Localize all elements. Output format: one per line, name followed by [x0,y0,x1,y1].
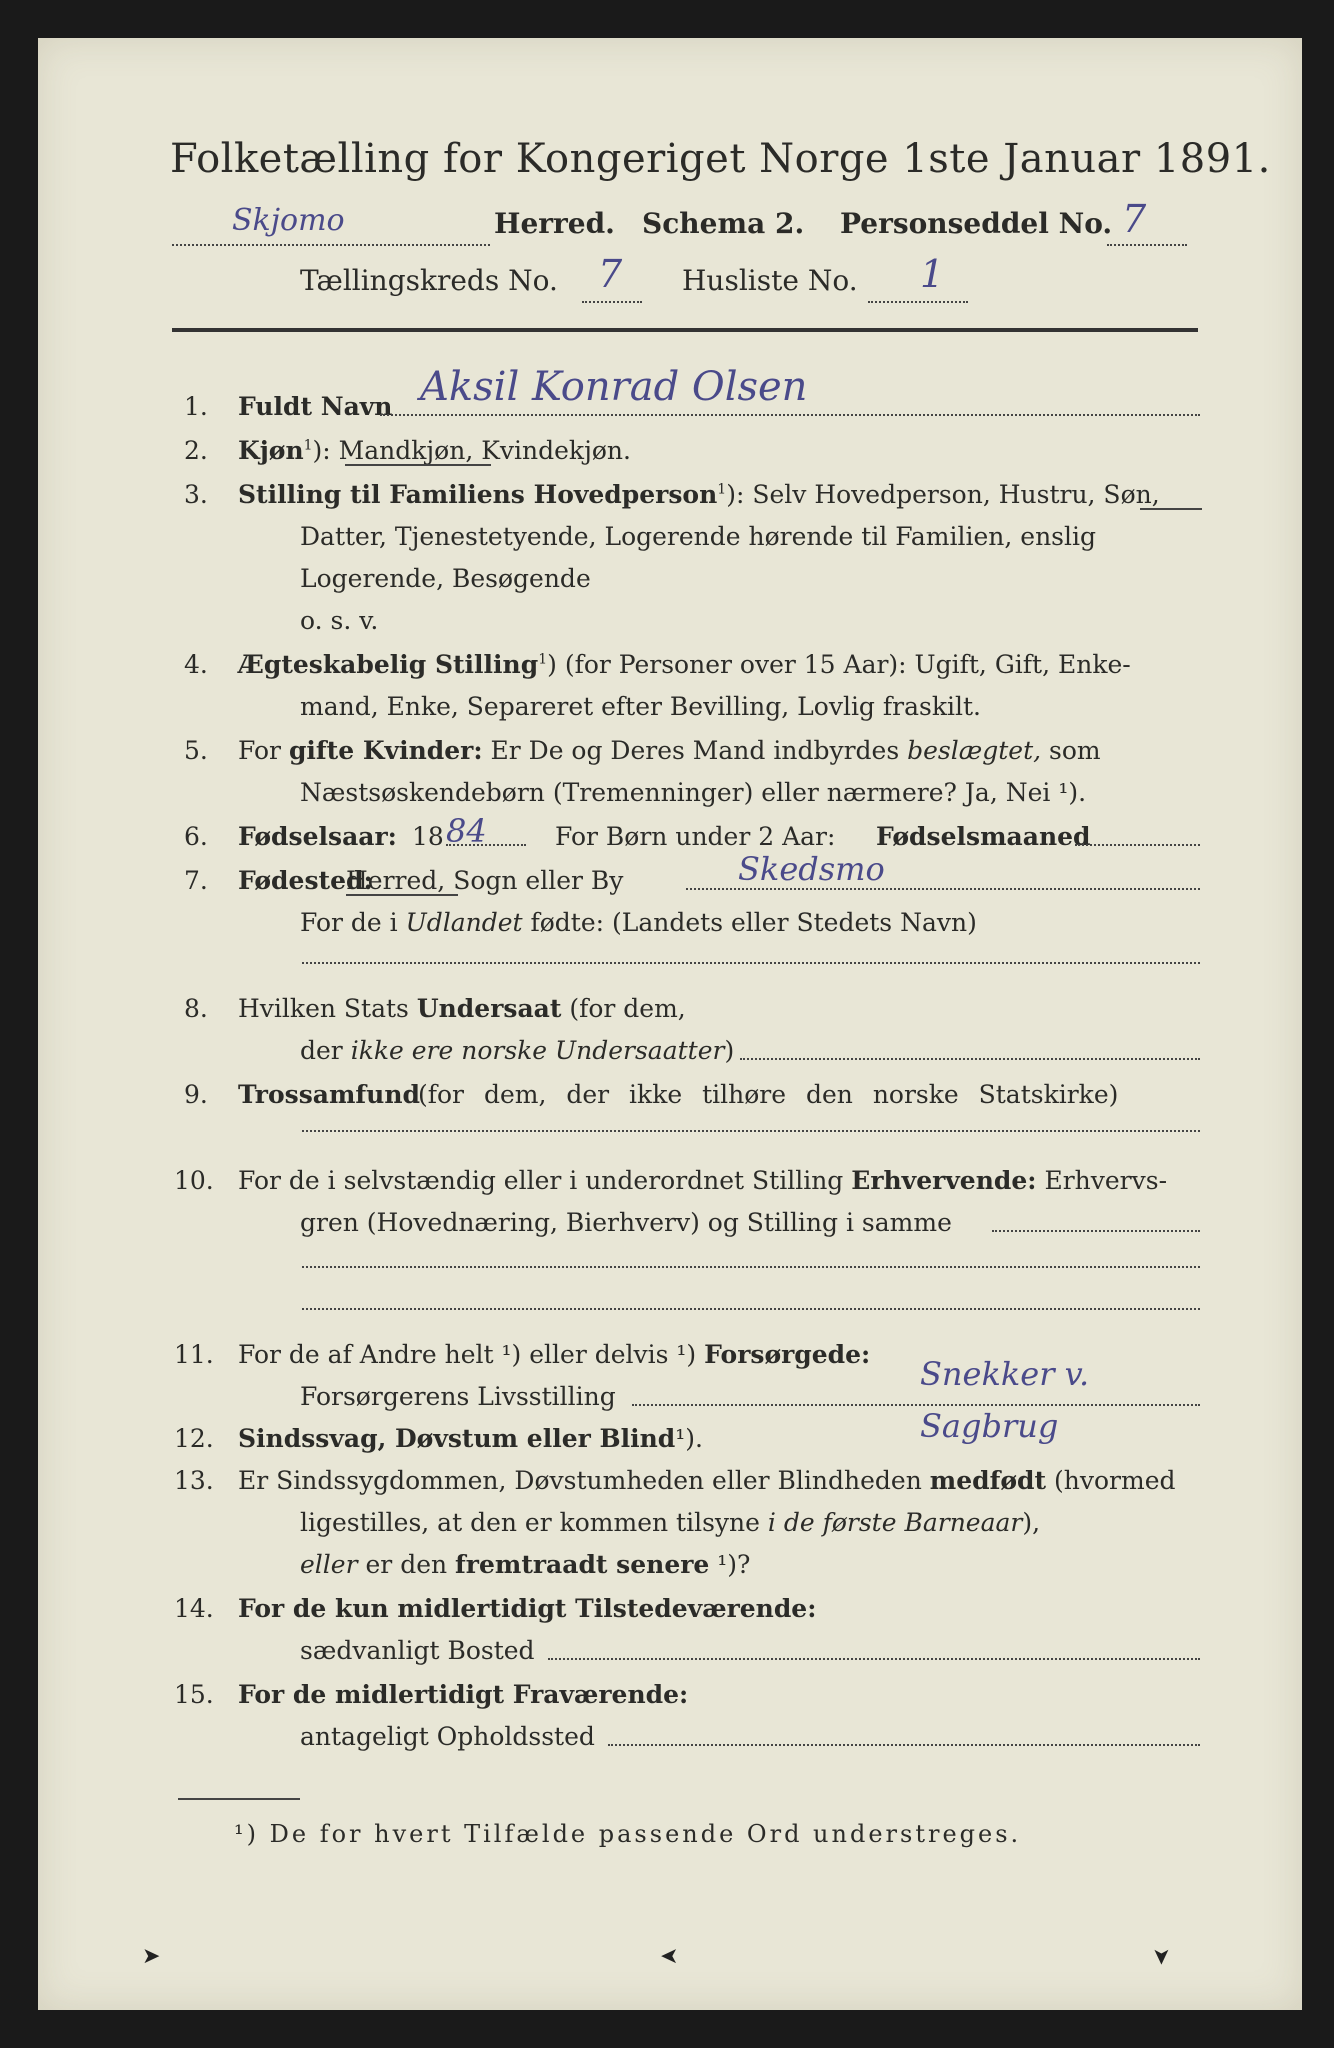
q14-label: For de kun midlertidigt Tilstedeværende: [238,1594,817,1623]
q13-line3: eller er den fremtraadt senere ¹)? [300,1550,751,1579]
q3-line3: Logerende, Besøgende [300,564,591,593]
q3-line1: Stilling til Familiens Hovedperson$^1$): Selv Hovedperson, Hustru, Søn, [238,480,1160,509]
q11-line2: Forsørgerens Livsstilling [300,1382,616,1411]
q3-line4: o. s. v. [300,606,379,635]
corner-mark-right-icon: ➤ [1148,1947,1174,1966]
q6-month-line [1075,844,1200,846]
header-row-kreds [300,252,1100,302]
q13-line2: ligestilles, at den er kommen tilsyne i de første Barneaar), [300,1508,1041,1537]
q7-underline-mark [346,894,458,896]
q8-line2: der ikke ere norske Undersaatter) [300,1036,735,1065]
schema-label: Schema 2. [642,207,805,240]
q3-line2: Datter, Tjenestetyende, Logerende hørende til Familien, enslig [300,522,1097,551]
herred-value: Skjomo [232,203,345,238]
q10-number: 10. [174,1166,214,1195]
q11-number: 11. [174,1340,214,1369]
q12-number: 12. [174,1424,214,1453]
q4-line1: Ægteskabelig Stilling$^1$) (for Personer over 15 Aar): Ugift, Gift, Enke- [238,650,1131,679]
husliste-label: Husliste No. [682,264,858,297]
q9-label: Trossamfund [238,1080,421,1109]
q3-number: 3. [184,480,208,509]
q14-line2: sædvanligt Bosted [300,1636,535,1665]
personseddel-label: Personseddel No. [840,207,1113,240]
q1-line [380,414,1200,416]
q2-underline-mark [345,464,491,466]
q3-underline-mark [1140,508,1202,510]
q9-text: (for dem, der ikke tilhøre den norske Statskirke) [418,1080,1119,1109]
q15-number: 15. [174,1680,214,1709]
q11-value-handwritten: Snekker v. Sagbrug [920,1355,1090,1445]
q9-blank-line [302,1130,1200,1132]
header-row-herred [172,197,1202,245]
q6-mid-text: For Børn under 2 Aar: [555,822,836,851]
q13-line1: Er Sindssygdommen, Døvstumheden eller Blindheden medfødt (hvormed [238,1466,1176,1495]
census-form-page [38,38,1302,2010]
q10-blank-line-2 [302,1308,1200,1310]
q7-line2: For de i Udlandet fødte: (Landets eller Stedets Navn) [300,908,977,937]
herred-label: Herred. [494,207,615,240]
q6-year-line [446,844,526,846]
taellingskreds-value: 7 [598,252,623,296]
footnote: ¹) De for hvert Tilfælde passende Ord understreges. [234,1820,1022,1848]
q7-label: Fødested: [238,866,373,895]
q6-year-prefix: 18 [412,822,444,851]
q12-text: Sindssvag, Døvstum eller Blind¹). [238,1424,704,1453]
q6-number: 6. [184,822,208,851]
q10-line [992,1230,1200,1232]
q10-line1: For de i selvstændig eller i underordnet Stilling Erhvervende: Erhvervs- [238,1166,1168,1195]
form-title: Folketælling for Kongeriget Norge 1ste Januar 1891. [170,136,1271,182]
taellingskreds-label: Tællingskreds No. [300,264,558,297]
q13-number: 13. [174,1466,214,1495]
q15-label: For de midlertidigt Fraværende: [238,1680,689,1709]
q14-number: 14. [174,1594,214,1623]
husliste-value: 1 [920,252,945,296]
footnote-rule [178,1798,300,1800]
q2-number: 2. [184,436,208,465]
corner-mark-center-icon: ➤ [660,1944,679,1969]
q8-line [740,1058,1200,1060]
q8-line1: Hvilken Stats Undersaat (for dem, [238,994,686,1023]
q4-line2: mand, Enke, Separeret efter Bevilling, Lovlig fraskilt. [300,692,981,721]
q8-number: 8. [184,994,208,1023]
q7-line [686,888,1200,890]
q15-line2: antageligt Opholdssted [300,1722,595,1751]
q7-text: Herred, Sogn eller By [346,866,624,895]
q1-number: 1. [184,392,208,421]
q4-number: 4. [184,650,208,679]
q5-number: 5. [184,736,208,765]
q7-value-handwritten: Skedsmo [738,850,885,888]
q6-year-value: 84 [446,812,487,850]
q9-number: 9. [184,1080,208,1109]
q6-label: Fødselsaar: [238,822,397,851]
q1-value-handwritten: Aksil Konrad Olsen [420,364,808,410]
personseddel-value: 7 [1122,197,1147,241]
q11-line1: For de af Andre helt ¹) eller delvis ¹) Forsørgede: [238,1340,871,1369]
q5-line1: For gifte Kvinder: Er De og Deres Mand indbyrdes beslægtet, som [238,736,1101,765]
q5-line2: Næstsøskendebørn (Tremenninger) eller nærmere? Ja, Nei ¹). [300,778,1087,807]
q7-number: 7. [184,866,208,895]
q10-line2: gren (Hovednæring, Bierhverv) og Stilling i samme [300,1208,952,1237]
q6-month-label: Fødselsmaaned [876,822,1091,851]
q2-text: Kjøn$^1$): Mandkjøn, Kvindekjøn. [238,436,631,465]
q15-line [608,1744,1200,1746]
header-rule [172,328,1198,332]
q14-line [548,1658,1200,1660]
corner-mark-left-icon: ➤ [142,1944,161,1969]
q1-label: Fuldt Navn [238,392,393,421]
q7-blank-line [302,962,1200,964]
q10-blank-line-1 [302,1266,1200,1268]
